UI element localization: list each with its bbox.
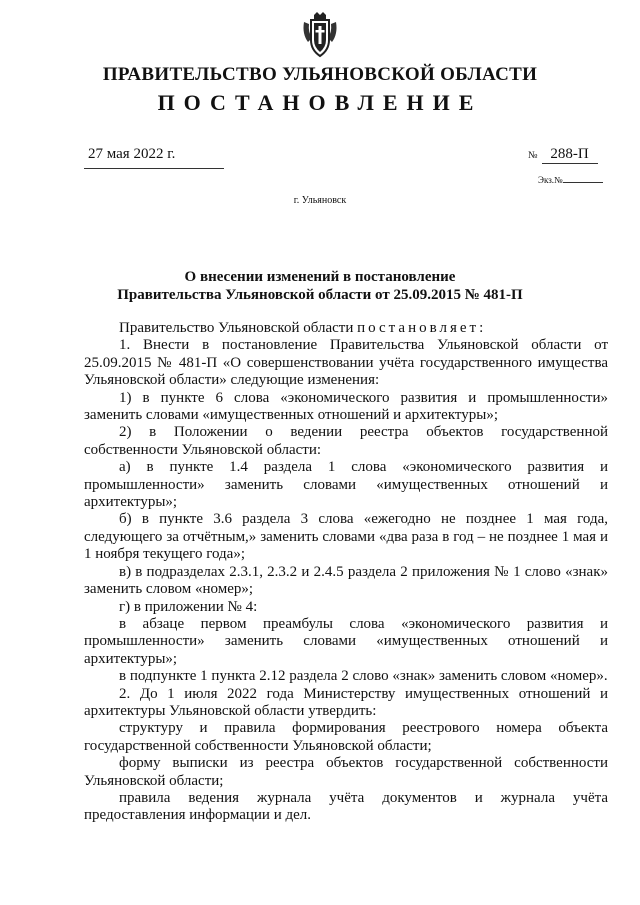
document-type: ПОСТАНОВЛЕНИЕ bbox=[157, 90, 483, 115]
paragraph: в подпункте 1 пункта 2.12 раздела 2 слово «знак» заменить словом «номер». bbox=[119, 668, 608, 685]
paragraph: а) в пункте 1.4 раздела 1 слова «экономического развития и промышленности» заменить словами «имущественных отношений и архитектуры»; bbox=[84, 459, 608, 511]
date-underline bbox=[84, 168, 224, 169]
paragraph: 1) в пункте 6 слова «экономического развития и промышленности» заменить словами «имущественных отношений и архитектуры»; bbox=[84, 389, 608, 424]
title-line-1: О внесении изменений в постановление bbox=[184, 269, 456, 285]
paragraph: в абзаце первом преамбулы слова «экономического развития и промышленности» заменить словами «имущественных отношений и архитектуры»; bbox=[84, 615, 608, 667]
document-title bbox=[60, 268, 580, 304]
copy-label: Экз.№ bbox=[538, 175, 563, 185]
document-body bbox=[84, 320, 608, 825]
paragraph: в) в подразделах 2.3.1, 2.3.2 и 2.4.5 раздела 2 приложения № 1 слово «знак» заменить словом «номер»; bbox=[84, 563, 608, 598]
intro-verb: постановляет: bbox=[357, 320, 487, 336]
copy-blank bbox=[563, 182, 603, 183]
paragraph: 2) в Положении о ведении реестра объектов государственной собственности Ульяновской области: bbox=[84, 424, 608, 458]
paragraph: форму выписки из реестра объектов государственной собственности Ульяновской области; bbox=[84, 755, 608, 789]
city: г. Ульяновск bbox=[293, 195, 347, 206]
paragraph: б) в пункте 3.6 раздела 3 слова «ежегодно не позднее 1 мая года, следующего за отчётным,» заменить словами «два раза в год – не позднее 1 мая и 1 ноября текущего года»; bbox=[84, 511, 608, 563]
copy-number bbox=[538, 175, 603, 185]
document-number bbox=[528, 146, 598, 164]
number-prefix: № bbox=[528, 150, 538, 161]
intro-paragraph bbox=[84, 320, 608, 337]
paragraph: структуру и правила формирования реестрового номера объекта государственной собственности Ульяновской области; bbox=[84, 720, 608, 754]
title-line-2: Правительства Ульяновской области от 25.09.2015 № 481-П bbox=[117, 287, 523, 303]
paragraph: г) в приложении № 4: bbox=[119, 598, 258, 615]
paragraph: правила ведения журнала учёта документов и журнала учёта предоставления информации и дел. bbox=[84, 789, 608, 824]
paragraph: 1. Внести в постановление Правительства Ульяновской области от 25.09.2015 № 481-П «О совершенствовании учёта государственного имущества Ульяновской области» следующие изменения: bbox=[84, 337, 608, 389]
paragraph: 2. До 1 июля 2022 года Министерству имущественных отношений и архитектуры Ульяновской области утвердить: bbox=[84, 685, 608, 719]
coat-of-arms-icon bbox=[300, 12, 340, 58]
document-date: 27 мая 2022 г. bbox=[88, 146, 176, 162]
intro-lead: Правительство Ульяновской области bbox=[119, 320, 354, 336]
organization-name: ПРАВИТЕЛЬСТВО УЛЬЯНОВСКОЙ ОБЛАСТИ bbox=[102, 64, 538, 85]
number-value: 288-П bbox=[542, 146, 598, 164]
